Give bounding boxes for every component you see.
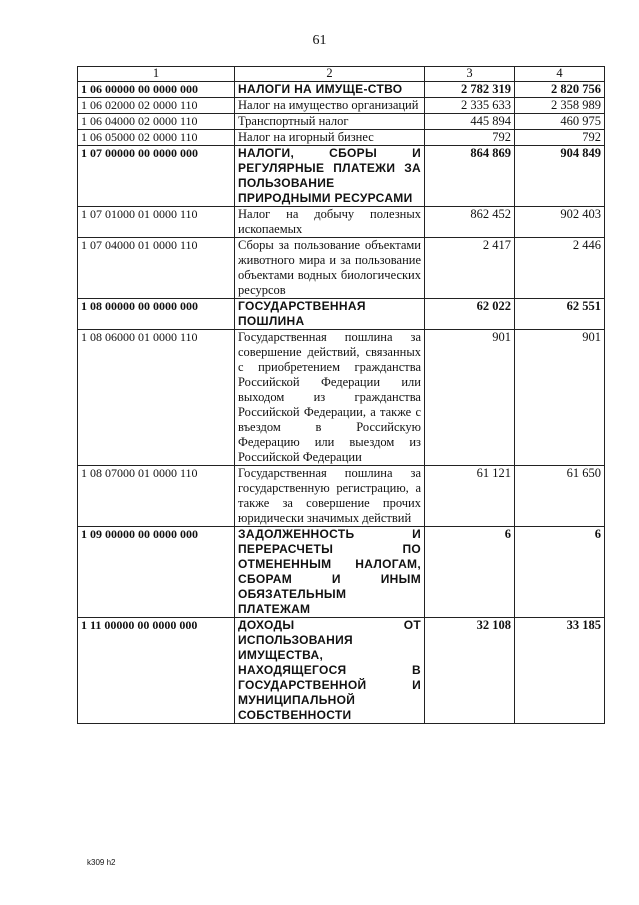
amount-year2-cell: 2 820 756 [515,82,605,98]
table-row [78,238,605,299]
amount-year2-cell: 902 403 [515,207,605,238]
table-row [78,82,605,98]
table-row [78,527,605,618]
amount-year1-cell: 32 108 [425,618,515,724]
budget-revenue-table [77,66,605,724]
amount-year2-cell: 792 [515,130,605,146]
budget-code-cell: 1 06 04000 02 0000 110 [78,114,235,130]
table-row [78,330,605,466]
amount-year2-cell: 61 650 [515,466,605,527]
budget-code-cell: 1 11 00000 00 0000 000 [78,618,235,724]
column-header: 4 [515,67,605,82]
amount-year1-cell: 792 [425,130,515,146]
table-row [78,114,605,130]
revenue-name-cell: НАЛОГИ НА ИМУЩЕ-СТВО [235,82,425,98]
amount-year2-cell: 62 551 [515,299,605,330]
budget-code-cell: 1 06 00000 00 0000 000 [78,82,235,98]
amount-year1-cell: 6 [425,527,515,618]
revenue-name-cell: Государственная пошлина за государственную регистрацию, а также за совершение прочих юридически значимых действий [235,466,425,527]
page-number: 61 [312,33,327,48]
footer-code: k309 h2 [87,858,116,867]
table-row [78,98,605,114]
budget-code-cell: 1 06 05000 02 0000 110 [78,130,235,146]
revenue-name-cell: Сборы за пользование объектами животного мира и за пользование объектами водных биологических ресурсов [235,238,425,299]
amount-year1-cell: 901 [425,330,515,466]
amount-year1-cell: 62 022 [425,299,515,330]
amount-year1-cell: 2 335 633 [425,98,515,114]
amount-year2-cell: 460 975 [515,114,605,130]
budget-code-cell: 1 08 00000 00 0000 000 [78,299,235,330]
amount-year1-cell: 864 869 [425,146,515,207]
table-row [78,207,605,238]
table-row [78,146,605,207]
revenue-name-cell: НАЛОГИ, СБОРЫ И РЕГУЛЯРНЫЕ ПЛАТЕЖИ ЗА ПОЛЬЗОВАНИЕ ПРИРОДНЫМИ РЕСУРСАМИ [235,146,425,207]
amount-year1-cell: 2 782 319 [425,82,515,98]
amount-year1-cell: 862 452 [425,207,515,238]
table-body [78,82,605,724]
amount-year2-cell: 6 [515,527,605,618]
table-row [78,130,605,146]
amount-year2-cell: 904 849 [515,146,605,207]
table-row [78,618,605,724]
budget-code-cell: 1 09 00000 00 0000 000 [78,527,235,618]
revenue-name-cell: ДОХОДЫ ОТ ИСПОЛЬЗОВАНИЯ ИМУЩЕСТВА, НАХОДЯЩЕГОСЯ В ГОСУДАРСТВЕННОЙ И МУНИЦИПАЛЬНОЙ СОБСТВЕННОСТИ [235,618,425,724]
revenue-name-cell: Налог на игорный бизнес [235,130,425,146]
amount-year2-cell: 33 185 [515,618,605,724]
revenue-name-cell: ГОСУДАРСТВЕННАЯ ПОШЛИНА [235,299,425,330]
revenue-name-cell: Налог на добычу полезных ископаемых [235,207,425,238]
revenue-name-cell: Транспортный налог [235,114,425,130]
amount-year2-cell: 2 446 [515,238,605,299]
budget-code-cell: 1 07 01000 01 0000 110 [78,207,235,238]
amount-year1-cell: 2 417 [425,238,515,299]
amount-year2-cell: 901 [515,330,605,466]
budget-code-cell: 1 08 07000 01 0000 110 [78,466,235,527]
revenue-name-cell: ЗАДОЛЖЕННОСТЬ И ПЕРЕРАСЧЕТЫ ПО ОТМЕНЕННЫМ НАЛОГАМ, СБОРАМ И ИНЫМ ОБЯЗАТЕЛЬНЫМ ПЛАТЕЖАМ [235,527,425,618]
amount-year1-cell: 445 894 [425,114,515,130]
revenue-name-cell: Налог на имущество организаций [235,98,425,114]
amount-year1-cell: 61 121 [425,466,515,527]
table-row [78,299,605,330]
amount-year2-cell: 2 358 989 [515,98,605,114]
column-header: 3 [425,67,515,82]
budget-code-cell: 1 08 06000 01 0000 110 [78,330,235,466]
revenue-name-cell: Государственная пошлина за совершение действий, связанных с приобретением гражданства Российской Федерации или выходом из гражданства Российской Федерации, а также с въездом в Российскую Федерацию или выездом из Российской Федерации [235,330,425,466]
column-header: 2 [235,67,425,82]
budget-code-cell: 1 07 04000 01 0000 110 [78,238,235,299]
table-header-row [78,67,605,82]
budget-code-cell: 1 07 00000 00 0000 000 [78,146,235,207]
table-row [78,466,605,527]
budget-code-cell: 1 06 02000 02 0000 110 [78,98,235,114]
column-header: 1 [78,67,235,82]
